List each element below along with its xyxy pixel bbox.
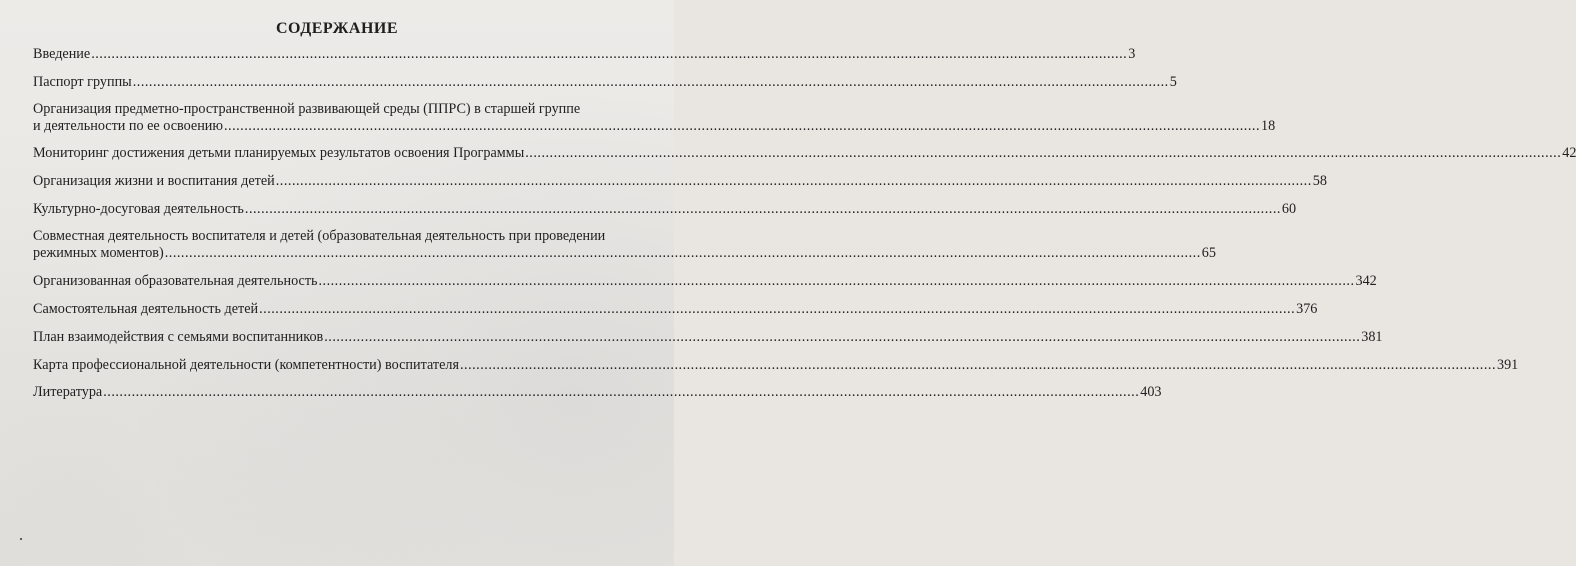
toc-entry-family-plan	[33, 329, 1383, 346]
toc-page-number: 403	[1140, 384, 1162, 400]
toc-entry-leisure-activity	[33, 201, 1297, 218]
toc-entry-label: Организация жизни и воспитания детей	[33, 173, 275, 189]
dot-leader	[103, 384, 1139, 401]
dot-leader	[165, 245, 1201, 262]
toc-entry-label-line1: Совместная деятельность воспитателя и детей (образовательная деятельность при проведении	[33, 228, 606, 244]
toc-entry-professional-map	[33, 357, 1519, 374]
toc-page-number: 376	[1296, 301, 1318, 317]
toc-entry-label: Паспорт группы	[33, 74, 132, 90]
toc-entry-label: Культурно-досуговая деятельность	[33, 201, 244, 217]
toc-entry-label-line1: Организация предметно-пространственной развивающей среды (ППРС) в старшей группе	[33, 101, 581, 117]
toc-entry-label: План взаимодействия с семьями воспитанников	[33, 329, 324, 345]
toc-page-number: 381	[1361, 329, 1383, 345]
toc-page-number: 58	[1312, 173, 1327, 189]
toc-entry-independent-activity	[33, 301, 1318, 318]
toc-entry-label: Карта профессиональной деятельности (компетентности) воспитателя	[33, 357, 459, 373]
dot-leader	[133, 74, 1169, 91]
toc-entry-introduction	[33, 46, 1136, 63]
dot-leader	[224, 118, 1260, 135]
toc-entry-monitoring	[33, 145, 1576, 162]
toc-entry-label-line2: режимных моментов)	[33, 245, 164, 261]
toc-entry-label: Мониторинг достижения детьми планируемых результатов освоения Программы	[33, 145, 525, 161]
table-of-contents	[33, 46, 1576, 401]
page-title: СОДЕРЖАНИЕ	[275, 20, 399, 37]
toc-entry-group-passport	[33, 74, 1177, 91]
toc-entry-ppre-organization	[33, 101, 1276, 135]
dot-leader	[324, 329, 1360, 346]
toc-page-number: 342	[1355, 273, 1377, 289]
dot-leader	[276, 173, 1312, 190]
toc-entry-literature	[33, 384, 1162, 401]
dot-leader	[525, 145, 1561, 162]
toc-entry-organized-education	[33, 273, 1377, 290]
dot-leader	[318, 273, 1354, 290]
toc-entry-label: Литература	[33, 384, 103, 400]
dot-leader	[245, 201, 1281, 218]
toc-entry-label: Введение	[33, 46, 91, 62]
toc-page-number: 42	[1562, 145, 1576, 161]
toc-entry-label: Самостоятельная деятельность детей	[33, 301, 259, 317]
dot-leader	[259, 301, 1295, 318]
toc-page-number: 5	[1169, 74, 1177, 90]
toc-entry-label: Организованная образовательная деятельность	[33, 273, 318, 289]
print-speck	[20, 538, 22, 540]
toc-entry-label-line2: и деятельности по ее освоению	[33, 118, 223, 134]
toc-entry-joint-activity	[33, 228, 1216, 262]
toc-page-number: 391	[1496, 357, 1519, 373]
toc-page-number: 3	[1128, 46, 1136, 62]
dot-leader	[91, 46, 1127, 63]
toc-page-number: 18	[1260, 118, 1276, 134]
toc-entry-life-organization	[33, 173, 1327, 190]
dot-leader	[460, 357, 1496, 374]
toc-page-number: 65	[1201, 245, 1216, 261]
toc-page-number: 60	[1281, 201, 1297, 217]
